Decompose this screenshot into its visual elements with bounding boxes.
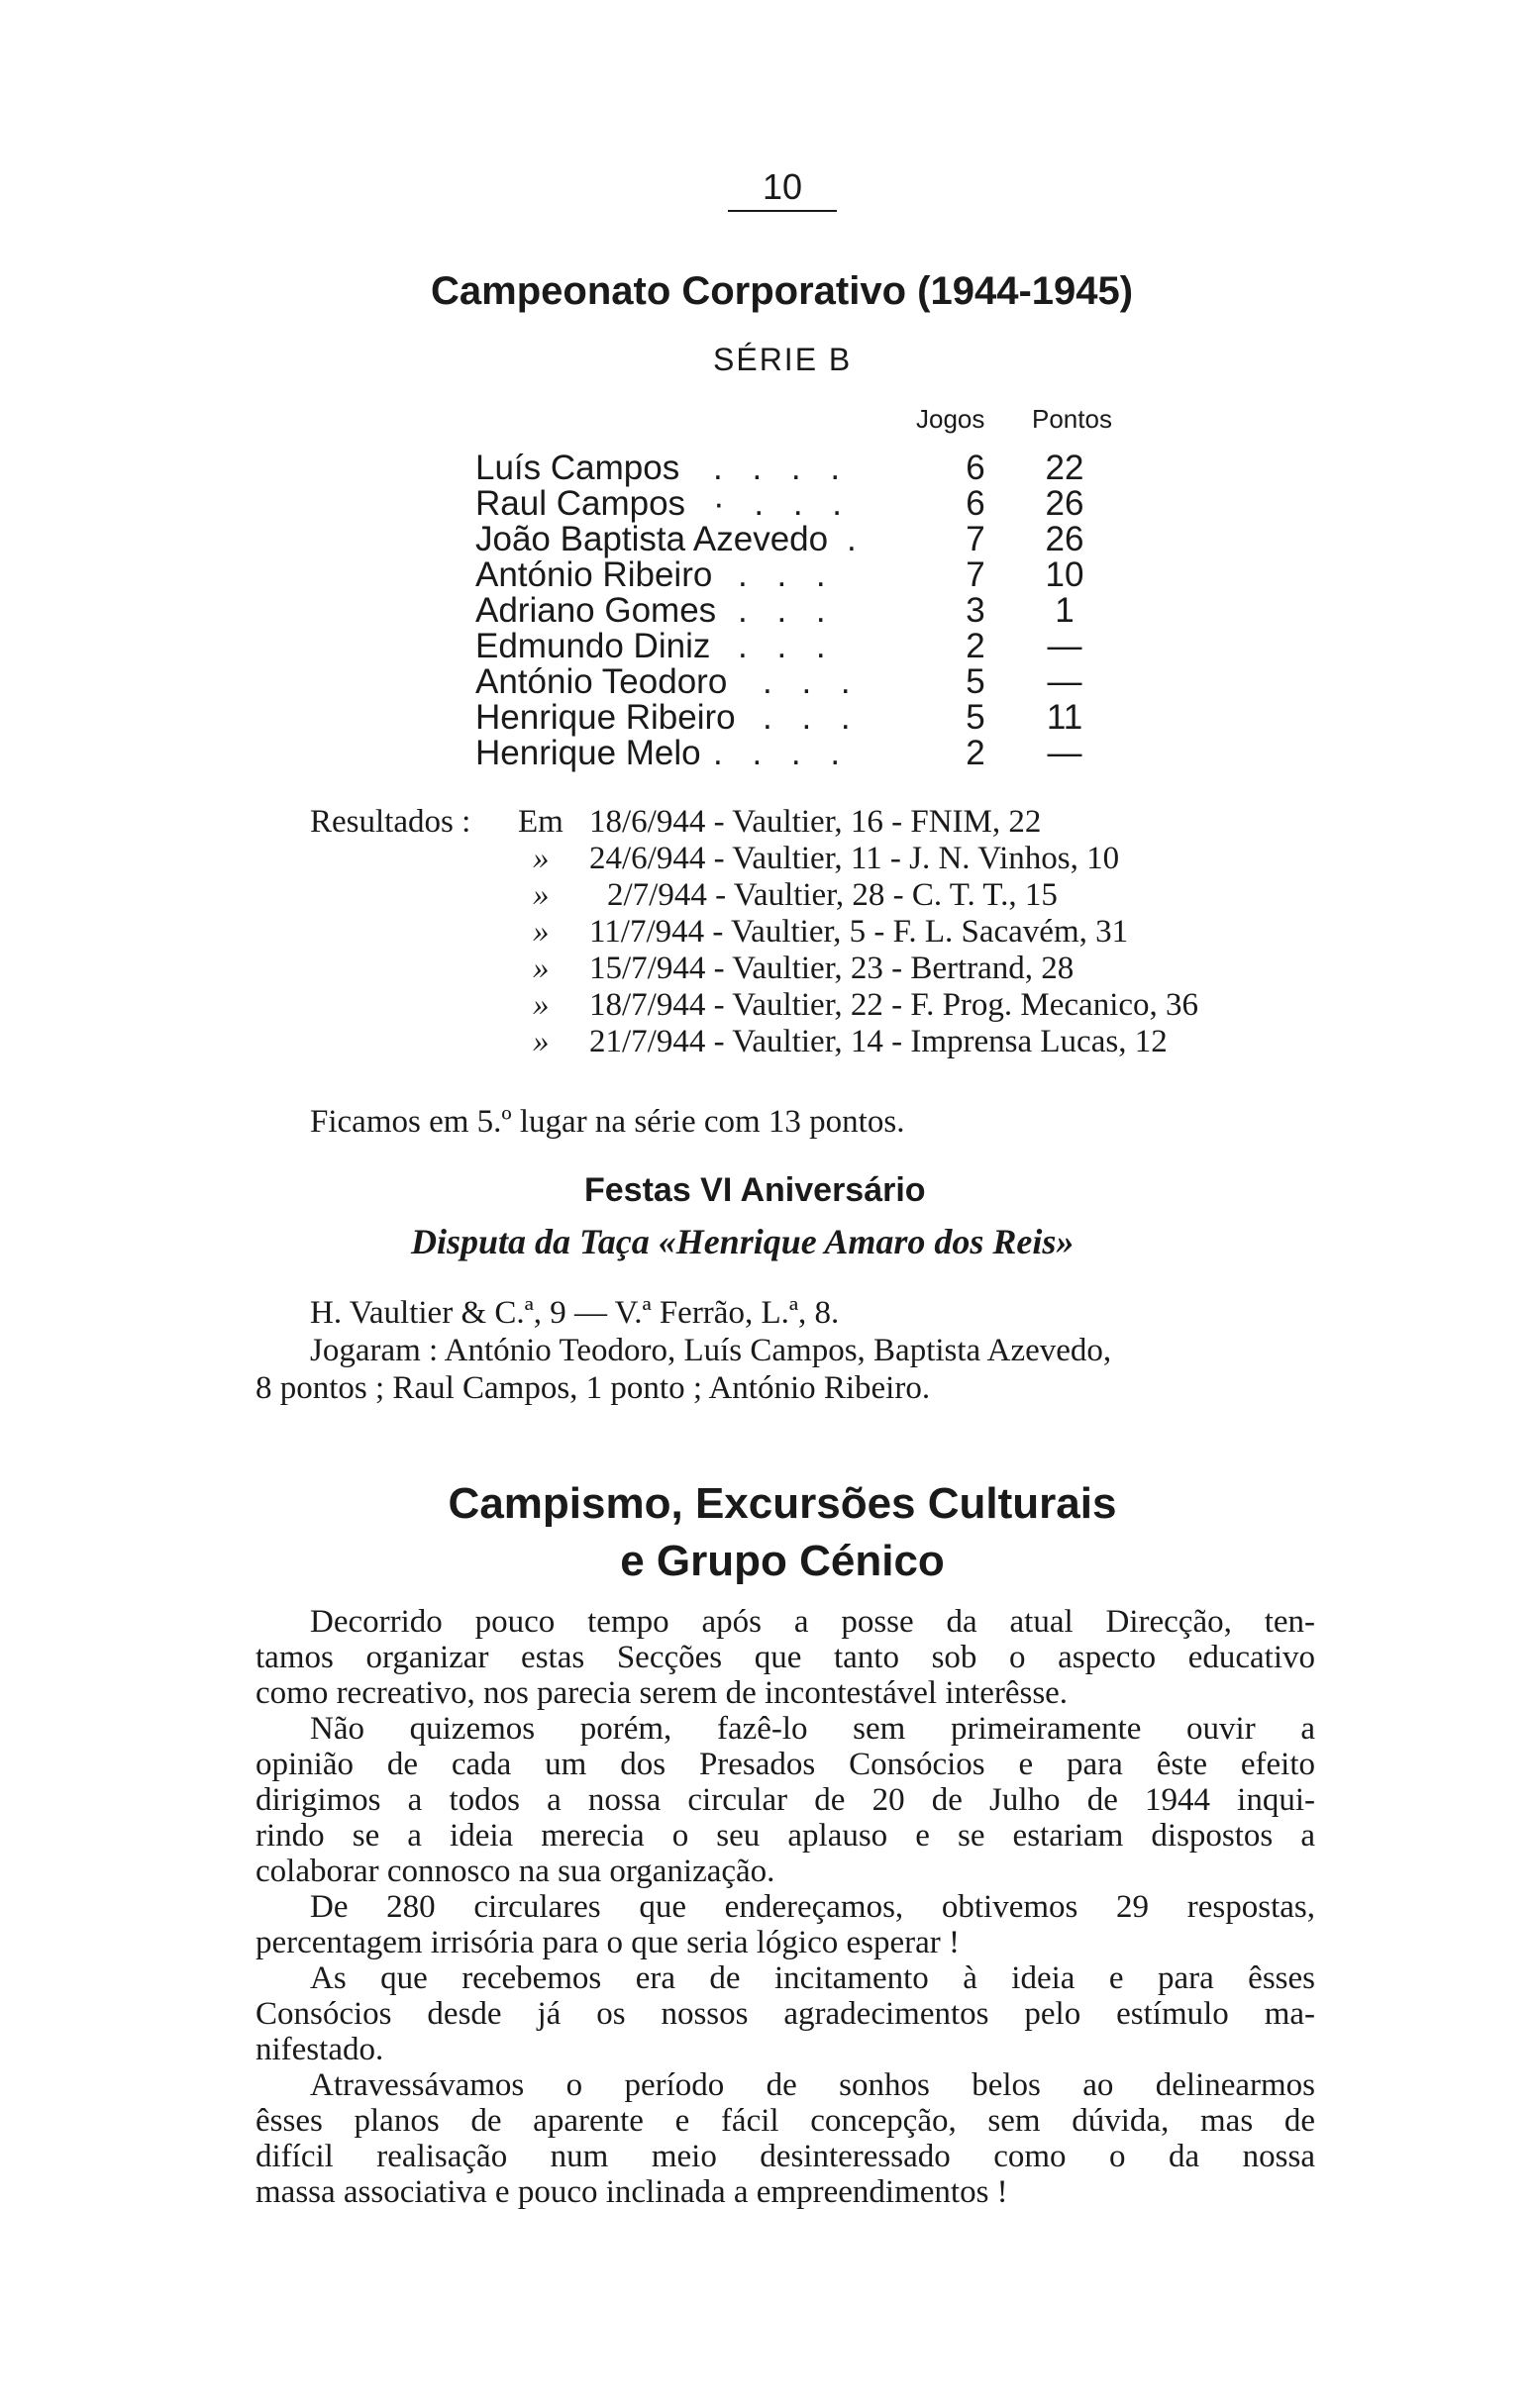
cup-result-line: H. Vaultier & C.ª, 9 — V.ª Ferrão, L.ª, 8. [310, 1295, 840, 1331]
standings-row [475, 664, 1129, 700]
games-value: 7 [966, 520, 985, 558]
results-label: Resultados : [310, 804, 471, 840]
leader-dots: . [847, 522, 867, 557]
player-name: Henrique Ribeiro [475, 698, 736, 737]
games-value: 2 [966, 627, 985, 665]
text-line: As que recebemos era de incitamento à ideia e para êsses [310, 1960, 1315, 1996]
leader-dots: . . . [738, 629, 836, 664]
section-title-campismo [406, 1475, 1159, 1590]
result-mark: » [533, 1024, 550, 1059]
text-line: colaborar connosco na sua organização. [256, 1854, 775, 1889]
standings-row [475, 486, 1129, 522]
text-line: difícil realisação num meio desinteressado como o da nossa [256, 2139, 1315, 2174]
points-value: — [1047, 627, 1082, 665]
text-line: como recreativo, nos parecia serem de incontestável interêsse. [256, 1675, 1069, 1711]
column-header-jogos: Jogos [916, 404, 985, 434]
text-line: Atravessávamos o período de sonhos belos ao delinearmos [310, 2067, 1315, 2103]
games-value: 5 [966, 662, 985, 701]
cup-subtitle: Disputa da Taça «Henrique Amaro dos Reis» [411, 1222, 1075, 1261]
result-mark: Em [518, 804, 564, 840]
text-line: De 280 circulares que endereçamos, obtivemos 29 respostas, [310, 1889, 1315, 1925]
player-name: António Ribeiro [475, 555, 713, 594]
result-text: 11/7/944 - Vaultier, 5 - F. L. Sacavém, 31 [589, 914, 1129, 950]
leader-dots: . . . . [713, 451, 851, 486]
text-line: Decorrido pouco tempo após a posse da atual Direcção, ten- [310, 1604, 1315, 1640]
standings-row [475, 736, 1129, 771]
standings-row [475, 451, 1129, 486]
text-line: dirigimos a todos a nossa circular de 20 de Julho de 1944 inqui- [256, 1782, 1315, 1818]
result-mark: » [533, 951, 550, 986]
player-name: Luís Campos [475, 449, 680, 487]
campismo-paragraphs [256, 1604, 1315, 2210]
points-value: — [1047, 662, 1082, 701]
standings-row [475, 629, 1129, 664]
text-line: percentagem irrisória para o que seria lógico esperar ! [256, 1925, 960, 1960]
leader-dots: . . . [763, 664, 861, 700]
points-value: 26 [1045, 520, 1084, 558]
result-mark: » [533, 987, 550, 1023]
player-name: Raul Campos [475, 484, 686, 523]
series-label: SÉRIE B [713, 342, 853, 377]
standings-row [475, 557, 1129, 593]
title-line: e Grupo Cénico [620, 1537, 945, 1585]
points-value: 1 [1055, 591, 1075, 630]
standings-conclusion: Ficamos em 5.º lugar na série com 13 pontos. [310, 1104, 905, 1140]
result-text: 24/6/944 - Vaultier, 11 - J. N. Vinhos, 10 [589, 841, 1120, 876]
games-value: 3 [966, 591, 985, 630]
result-text: 15/7/944 - Vaultier, 23 - Bertrand, 28 [589, 951, 1075, 986]
leader-dots: · . . . [713, 486, 852, 522]
games-value: 6 [966, 449, 985, 487]
text-line: Não quizemos porém, fazê-lo sem primeiramente ouvir a [310, 1711, 1315, 1747]
result-text: 18/6/944 - Vaultier, 16 - FNIM, 22 [589, 804, 1042, 840]
text-line: êsses planos de aparente e fácil concepção, sem dúvida, mas de [256, 2103, 1315, 2139]
section-title-campeonato: Campeonato Corporativo (1944-1945) [431, 269, 1134, 313]
points-value: 22 [1045, 449, 1084, 487]
player-name: João Baptista Azevedo [475, 520, 829, 558]
section-title-festas: Festas VI Aniversário [584, 1171, 926, 1209]
text-line: rindo se a ideia merecia o seu aplauso e se estariam dispostos a [256, 1818, 1315, 1854]
standings-row [475, 700, 1129, 736]
cup-points-line: 8 pontos ; Raul Campos, 1 ponto ; António Ribeiro. [256, 1370, 931, 1406]
text-line: opinião de cada um dos Presados Consócios e para êste efeito [256, 1747, 1315, 1782]
player-name: António Teodoro [475, 662, 728, 701]
leader-dots: . . . [763, 700, 861, 736]
text-line: tamos organizar estas Secções que tanto sob o aspecto educativo [256, 1640, 1315, 1675]
result-text: 21/7/944 - Vaultier, 14 - Imprensa Lucas, 12 [589, 1024, 1168, 1059]
games-value: 7 [966, 555, 985, 594]
text-line: nifestado. [256, 2032, 384, 2067]
result-mark: » [533, 841, 550, 876]
leader-dots: . . . [738, 557, 836, 593]
points-value: 26 [1045, 484, 1084, 523]
text-line: massa associativa e pouco inclinada a empreendimentos ! [256, 2174, 1008, 2210]
page-number: 10 [728, 166, 837, 212]
text-line: Consócios desde já os nossos agradecimentos pelo estímulo ma- [256, 1996, 1315, 2032]
result-mark: » [533, 914, 550, 950]
result-text: 2/7/944 - Vaultier, 28 - C. T. T., 15 [607, 877, 1058, 913]
standings-table [475, 451, 1129, 771]
player-name: Adriano Gomes [475, 591, 717, 630]
player-name: Edmundo Diniz [475, 627, 711, 665]
points-value: 11 [1046, 698, 1083, 737]
player-name: Henrique Melo [475, 734, 701, 772]
games-value: 6 [966, 484, 985, 523]
standings-row [475, 593, 1129, 629]
leader-dots: . . . . [713, 736, 851, 771]
result-text: 18/7/944 - Vaultier, 22 - F. Prog. Mecanico, 36 [589, 987, 1199, 1023]
points-value: 10 [1045, 555, 1084, 594]
cup-players-line: Jogaram : António Teodoro, Luís Campos, Baptista Azevedo, [310, 1333, 1112, 1368]
standings-row [475, 522, 1129, 557]
games-value: 2 [966, 734, 985, 772]
leader-dots: . . . [738, 593, 836, 629]
games-value: 5 [966, 698, 985, 737]
result-mark: » [533, 877, 550, 913]
title-line: Campismo, Excursões Culturais [448, 1479, 1117, 1528]
column-header-pontos: Pontos [1032, 404, 1112, 434]
points-value: — [1047, 734, 1082, 772]
